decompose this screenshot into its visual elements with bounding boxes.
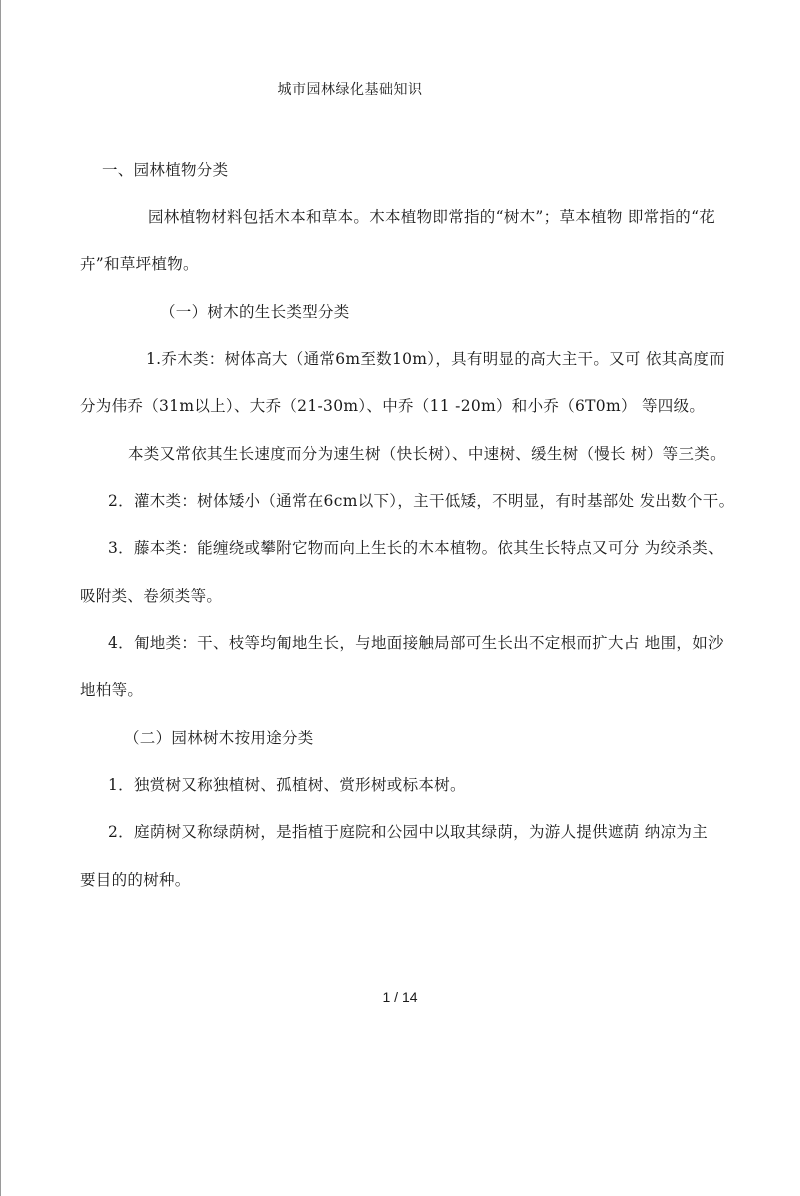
paragraph-line: 要目的的树种。 — [80, 871, 191, 889]
paragraph-line: 2．灌木类：树体矮小（通常在6cm以下），主干低矮，不明显，有时基部处 发出数个干。 — [108, 492, 735, 510]
paragraph-line: 吸附类、卷须类等。 — [80, 587, 223, 605]
paragraph-line: 3．藤本类：能缠绕或攀附它物而向上生长的木本植物。依其生长特点又可分 为绞杀类、 — [108, 539, 724, 557]
paragraph-line: 园林植物材料包括木本和草本。木本植物即常指的“树木”；草本植物 即常指的“花 — [148, 208, 716, 226]
paragraph-line: 1．独赏树又称独植树、孤植树、赏形树或标本树。 — [108, 776, 466, 794]
paragraph-line: 4．匍地类：干、枝等均匍地生长，与地面接触局部可生长出不定根而扩大占 地围，如沙 — [108, 634, 724, 652]
page-left-edge — [0, 0, 1, 1196]
subsection-heading-usage: （二）园林树木按用途分类 — [124, 729, 314, 747]
subsection-heading-growth-type: （一）树木的生长类型分类 — [160, 303, 350, 321]
paragraph-line: 2．庭荫树又称绿荫树，是指植于庭院和公园中以取其绿荫，为游人提供遮荫 纳凉为主 — [108, 823, 708, 841]
paragraph-line: 分为伟乔（31m以上）、大乔（21-30m）、中乔（11 -20m）和小乔（6T0m） 等四级。 — [80, 397, 706, 415]
section-heading-plant-classification: 一、园林植物分类 — [102, 161, 229, 179]
paragraph-line: 1.乔木类：树体高大（通常6m至数10m），具有明显的高大主干。又可 依其高度而 — [146, 350, 725, 368]
page-number: 1 / 14 — [382, 989, 418, 1005]
document-title: 城市园林绿化基础知识 — [277, 82, 423, 98]
paragraph-line: 地柏等。 — [80, 681, 144, 699]
paragraph-line: 卉”和草坪植物。 — [80, 255, 199, 273]
paragraph-line: 本类又常依其生长速度而分为速生树（快长树）、中速树、缓生树（慢长 树）等三类。 — [128, 445, 726, 463]
